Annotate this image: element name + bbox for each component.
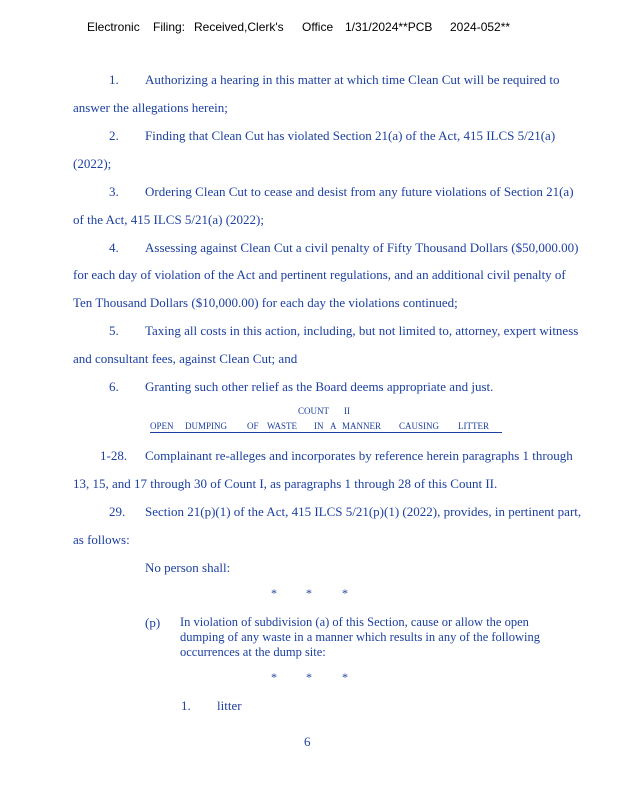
count-label: COUNT <box>298 406 329 416</box>
item-continuation: (2022); <box>73 156 112 171</box>
heading-word: A <box>330 421 337 431</box>
heading-word: IN <box>314 421 324 431</box>
heading-word: DUMPING <box>185 421 228 431</box>
item-text: Finding that Clean Cut has violated Section 21(a) of the Act, 415 ILCS 5/21(a) <box>145 128 556 143</box>
heading-word: WASTE <box>267 421 297 431</box>
item-text: Taxing all costs in this action, including, but not limited to, attorney, expert witness <box>145 323 579 338</box>
list-number: 1. <box>181 698 191 713</box>
header-office: Office <box>302 20 334 34</box>
heading-word: MANNER <box>342 421 382 431</box>
heading-word: OF <box>247 421 259 431</box>
ellipsis-star: * <box>342 586 348 600</box>
heading-word: CAUSING <box>399 421 440 431</box>
item-text: Ordering Clean Cut to cease and desist from any future violations of Section 21(a) <box>145 184 574 199</box>
item-text: Granting such other relief as the Board deems appropriate and just. <box>145 379 494 394</box>
header-received: Received,Clerk's <box>194 20 284 34</box>
heading-word: OPEN <box>150 421 174 431</box>
item-continuation: answer the allegations herein; <box>73 100 228 115</box>
header-filing: Filing: <box>153 20 186 34</box>
item-continuation: and consultant fees, against Clean Cut; and <box>73 351 298 366</box>
paragraph-text: Section 21(p)(1) of the Act, 415 ILCS 5/21(p)(1) (2022), provides, in pertinent part, <box>145 504 582 519</box>
paragraph-text: Complainant re-alleges and incorporates by reference herein paragraphs 1 through <box>145 448 573 463</box>
quote-intro: No person shall: <box>145 560 231 575</box>
paragraph-number: 1-28. <box>100 448 128 463</box>
subsection-text: In violation of subdivision (a) of this Section, cause or allow the open dumping of any waste in a manner which results in any of the following occurrences at the dump site: <box>180 615 540 659</box>
item-continuation: Ten Thousand Dollars ($10,000.00) for each day the violations continued; <box>73 295 458 310</box>
count-heading <box>150 406 502 433</box>
item-number: 2. <box>109 128 119 143</box>
paragraph-number: 29. <box>109 504 126 519</box>
item-number: 1. <box>109 72 119 87</box>
item-number: 4. <box>109 240 119 255</box>
ellipsis-star: * <box>306 670 312 684</box>
count-roman: II <box>344 406 350 416</box>
item-number: 6. <box>109 379 119 394</box>
item-number: 3. <box>109 184 119 199</box>
list-text: litter <box>217 698 242 713</box>
subsection-label: (p) <box>145 615 161 630</box>
item-continuation: for each day of violation of the Act and pertinent regulations, and an additional civil penalty of <box>73 267 566 282</box>
ellipsis-star: * <box>271 586 277 600</box>
item-text: Authorizing a hearing in this matter at which time Clean Cut will be required to <box>145 72 560 87</box>
paragraph-continuation: as follows: <box>73 532 130 547</box>
paragraph-continuation: 13, 15, and 17 through 30 of Count I, as paragraphs 1 through 28 of this Count II. <box>73 476 498 491</box>
ellipsis-star: * <box>306 586 312 600</box>
ellipsis-star: * <box>342 670 348 684</box>
header-electronic: Electronic <box>87 20 140 34</box>
item-continuation: of the Act, 415 ILCS 5/21(a) (2022); <box>73 212 264 227</box>
page-number: 6 <box>304 734 311 749</box>
ellipsis-star: * <box>271 670 277 684</box>
header-date-pcb: 1/31/2024**PCB <box>345 20 433 34</box>
item-number: 5. <box>109 323 119 338</box>
header-case-number: 2024-052** <box>450 20 511 34</box>
item-text: Assessing against Clean Cut a civil penalty of Fifty Thousand Dollars ($50,000.00) <box>145 240 579 255</box>
heading-word: LITTER <box>458 421 489 431</box>
